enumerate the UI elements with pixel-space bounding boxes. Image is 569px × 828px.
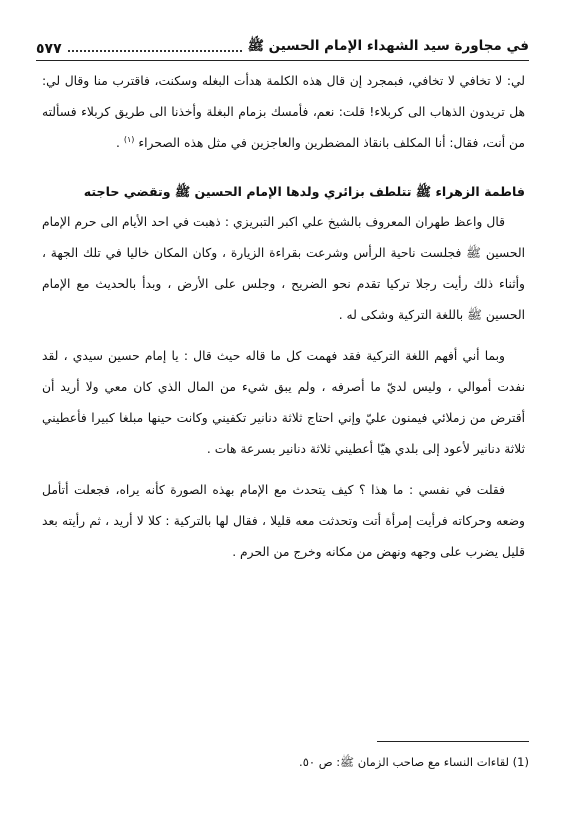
footnote: (1) لقاءات النساء مع صاحب الزمان ﷺ: ص ٥٠. xyxy=(299,755,529,769)
paragraph-gap xyxy=(42,331,525,341)
running-header xyxy=(36,30,529,61)
paragraph-continued xyxy=(42,66,525,159)
section-paragraph-3: فقلت في نفسي : ما هذا ؟ كيف يتحدث مع الإمام بهذه الصورة كأنه يراه، فجعلت أتأمل وضعه وحركاته فرأيت إمرأة أتت وتحدثت معه قليلا ، فقال لها بالتركية : كلا لا أريد ، ثم رأيته بعد قليل يضرب على وجهه ونهض من مكانه وخرج من الحرم . xyxy=(42,483,525,559)
paragraph-end-punctuation: . xyxy=(116,136,120,150)
section-paragraph-1: قال واعظ طهران المعروف بالشيخ علي اكبر التبريزي : ذهبت في احد الأيام الى حرم الإمام الحسين ﷺ فجلست ناحية الرأس وشرعت بقراءة الزيارة ، وكان المكان خاليا في تلك الجهة ، وأثناء ذلك رأيت رجلا تركيا تقدم نحو الضريح ، وجلس على الأرض ، وبدأ بالحديث مع الإمام الحسين ﷺ باللغة التركية وشكى له . xyxy=(42,215,525,322)
page-number: ٥٧٧ xyxy=(36,41,62,57)
header-dotted-leader xyxy=(68,49,242,52)
section-paragraph-2: وبما أني أفهم اللغة التركية فقد فهمت كل ما قاله حيث قال : يا إمام حسين سيدي ، لقد نفدت أموالي ، وليس لديّ ما أصرفه ، ولم يبق شيء من المال الذي كان معي ولا أريد أن أقترض من زملائي فيمنون عليّ وإني احتاج ثلاثة دنانير تكفيني وكانت حينها مبلغا كبيرا فأعطيني ثلاثة دنانير لأعود إلى بلدي هيّا أعطيني ثلاثة دنانير بسرعة هات . xyxy=(42,349,525,456)
footnote-marker[interactable]: (١) xyxy=(123,134,135,144)
footnote-separator xyxy=(377,741,529,742)
section-heading: فاطمة الزهراء ﷺ تتلطف بزائري ولدها الإمام الحسين ﷺ وتقضي حاجته xyxy=(83,184,525,199)
paragraph-text: لي: لا تخافي لا تخافي، فبمجرد إن قال هذه الكلمة هدأت البغله وسكنت، فاقترب منا وقال لي: هل تريدون الذهاب الى كربلاء! قلت: نعم، فأمسك بزمام البغلة وأخذنا الى طريق كربلاء فسألته من أنت، فقال: أنا المكلف بانقاذ المضطرين والعاجزين في مثل هذه الصحراء xyxy=(42,74,525,150)
page-body xyxy=(42,66,525,568)
paragraph-gap xyxy=(42,465,525,475)
running-header-title: في مجاورة سيد الشهداء الإمام الحسين ﷺ xyxy=(247,38,529,54)
